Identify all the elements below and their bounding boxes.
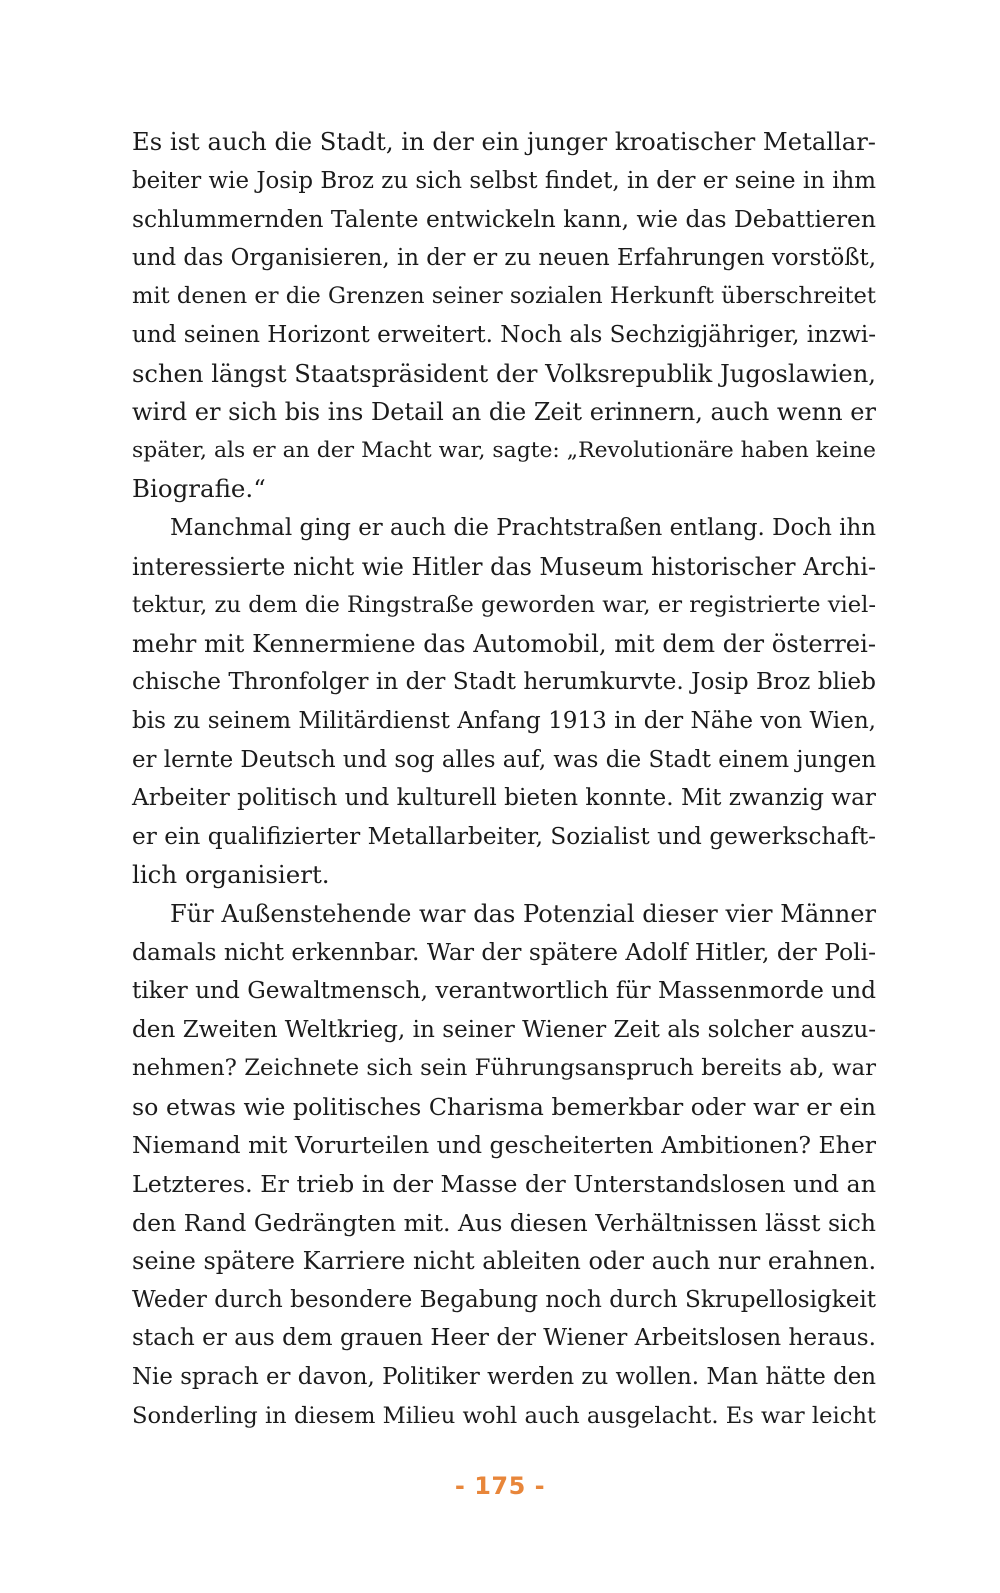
text-line: mehr mit Kennermiene das Automobil, mit dem der österrei- (132, 629, 876, 658)
text-line: er ein qualifizierter Metallarbeiter, Sozialist und gewerkschaft- (132, 822, 876, 850)
text-line: tiker und Gewaltmensch, verantwortlich für Massenmorde und (132, 977, 876, 1005)
text-line: nehmen? Zeichnete sich sein Führungsanspruch bereits ab, war (132, 1055, 876, 1082)
text-line: wird er sich bis ins Detail an die Zeit erinnern, auch wenn er (132, 398, 876, 427)
text-line: bis zu seinem Militärdienst Anfang 1913 in der Nähe von Wien, (132, 707, 877, 734)
text-line: Sonderling in diesem Milieu wohl auch ausgelacht. Es war leicht (132, 1402, 876, 1429)
text-line: Biografie.“ (132, 474, 266, 504)
text-line: schen längst Staatspräsident der Volksrepublik Jugoslawien, (132, 359, 876, 388)
text-line: mit denen er die Grenzen seiner sozialen Herkunft überschreitet (132, 283, 876, 310)
page-number: - 175 - (454, 1472, 546, 1500)
text-line: beiter wie Josip Broz zu sich selbst findet, in der er seine in ihm (132, 167, 876, 194)
text-line: den Rand Gedrängten mit. Aus diesen Verhältnissen lässt sich (132, 1208, 876, 1237)
text-line: damals nicht erkennbar. War der spätere Adolf Hitler, der Poli- (132, 938, 876, 967)
text-line: Letzteres. Er trieb in der Masse der Unterstandslosen und an (132, 1170, 876, 1199)
text-line: Nie sprach er davon, Politiker werden zu wollen. Man hätte den (132, 1364, 876, 1390)
text-line: chische Thronfolger in der Stadt herumkurvte. Josip Broz blieb (132, 668, 876, 696)
text-line: Manchmal ging er auch die Prachtstraßen entlang. Doch ihn (170, 514, 876, 541)
text-line: den Zweiten Weltkrieg, in seiner Wiener Zeit als solcher auszu- (132, 1016, 877, 1043)
text-line: Niemand mit Vorurteilen und gescheiterten Ambitionen? Eher (132, 1131, 876, 1160)
text-line: tektur, zu dem die Ringstraße geworden war, er registrierte viel- (132, 592, 876, 619)
text-line: interessierte nicht wie Hitler das Museum historischer Archi- (132, 552, 877, 581)
text-line: Es ist auch die Stadt, in der ein junger kroatischer Metallar- (132, 127, 876, 156)
text-line: schlummernden Talente entwickeln kann, wie das Debattieren (132, 205, 876, 234)
text-line: seine spätere Karriere nicht ableiten oder auch nur erahnen. (132, 1247, 877, 1276)
text-line: so etwas wie politisches Charisma bemerkbar oder war er ein (132, 1092, 876, 1121)
text-line: er lernte Deutsch und sog alles auf, was die Stadt einem jungen (132, 746, 876, 773)
text-line: und das Organisieren, in der er zu neuen Erfahrungen vorstößt, (132, 244, 876, 271)
text-line: Arbeiter politisch und kulturell bieten konnte. Mit zwanzig war (132, 785, 876, 812)
text-line: später, als er an der Macht war, sagte: „Revolutionäre haben keine (132, 437, 876, 463)
body-text (132, 123, 876, 1435)
text-line: stach er aus dem grauen Heer der Wiener Arbeitslosen heraus. (132, 1325, 876, 1352)
text-line: Für Außenstehende war das Potenzial dieser vier Männer (170, 899, 876, 928)
text-line: und seinen Horizont erweitert. Noch als Sechzigjähriger, inzwi- (132, 321, 877, 348)
text-line: Weder durch besondere Begabung noch durch Skrupellosigkeit (132, 1286, 877, 1313)
text-line: lich organisiert. (132, 860, 330, 890)
